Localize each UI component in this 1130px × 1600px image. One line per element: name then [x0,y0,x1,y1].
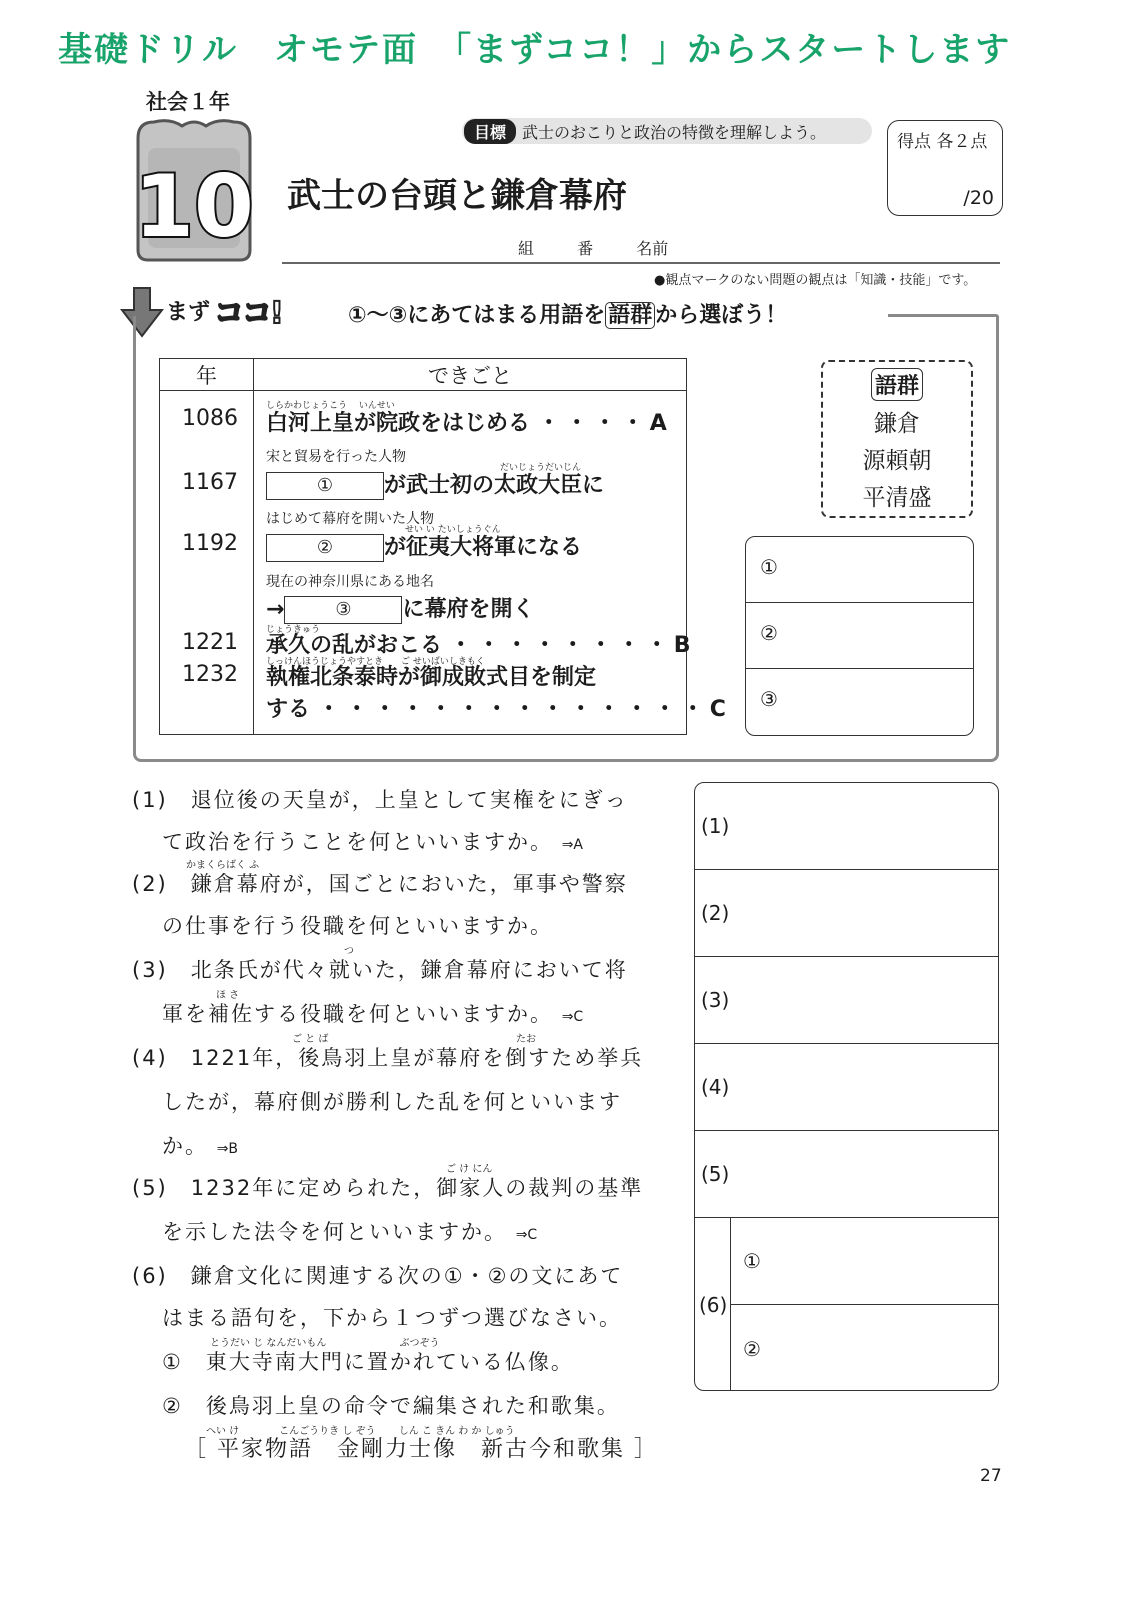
question-4: (4) 1221年，後鳥羽上皇が幕府を倒すため挙兵 [132,1046,644,1070]
event-hint: 宋と貿易を行った人物 [266,449,406,465]
ruby: だいじょうだいじん [500,463,582,473]
page-banner: 基礎ドリル オモテ面 「まずココ！」からスタートします [58,30,1012,70]
word-bank-item: 平清盛 [862,485,932,511]
word-bank [821,360,973,518]
score-max: /20 [963,187,994,209]
answer-3[interactable]: (3) [695,957,999,1044]
name-fields[interactable] [518,236,706,259]
ruby: つ [344,946,354,957]
question-1: (1) 退位後の天皇が，上皇として実権をにぎっ [132,788,628,812]
mazu-instruction: ①～③にあてはまる用語を 語群 から選ぼう！ [348,303,788,328]
event-row: ① が武士初の太政大臣に [266,468,604,500]
question-2-line2: の仕事を行う役職を何といいますか。 [162,914,553,938]
koko-logo: ココ! [214,296,282,331]
answer-4[interactable]: (4) [695,1044,999,1131]
ruby: しらかわじょうこう いんせい [266,401,395,411]
question-5-line2: を示した法令を何といいますか。 ⇒C [162,1220,538,1244]
name-field-label: 名前 [636,239,669,258]
blank-2[interactable]: ② [266,534,384,562]
word-bank-title: 語群 [871,368,923,401]
blank-1[interactable]: ① [266,472,384,500]
ruby: ほ さ [216,990,240,1001]
word-bank-item: 鎌倉 [874,411,920,437]
word-bank-ref: 語群 [605,302,655,329]
q6-item-2: ② 後鳥羽上皇の命令で編集された和歌集。 [162,1394,620,1418]
event-row: ② が征夷大将軍になる [266,530,582,562]
question-1-line2: て政治を行うことを何といいますか。 ⇒A [162,830,583,854]
year-1221: 1221 [182,630,238,655]
mazu-answer-2[interactable]: ② [746,603,973,669]
mazu-answer-3[interactable]: ③ [760,687,778,711]
event-hint: 現在の神奈川県にある地名 [266,574,434,590]
event-mark: B [673,633,691,658]
ruby: へい け こんごうりき し ぞう しん こ きん わ か しゅう [206,1426,515,1437]
question-5: (5) 1232年に定められた，御家人の裁判の基準 [132,1176,644,1200]
unit-number-badge [130,118,258,264]
ruby: せい い たいしょうぐん [405,525,501,535]
class-field-label: 組 [518,239,535,258]
question-6-line2: はまる語句を，下から１つずつ選びなさい。 [162,1306,622,1330]
answer-6-label: (6) [695,1218,731,1391]
question-4-line2: したが，幕府側が勝利した乱を何といいます [162,1090,622,1114]
question-4-line3: か。 ⇒B [162,1134,239,1158]
number-field-label: 番 [577,239,594,258]
question-3-line2: 軍を補佐する役職を何といいますか。 ⇒C [162,1002,584,1026]
objective-tag: 目標 [464,119,516,144]
mazu-koko-label: まず ココ! [166,288,282,332]
year-1232: 1232 [182,662,238,687]
page-number: 27 [980,1466,1002,1486]
header-rule [282,262,1000,264]
year-1192: 1192 [182,531,238,556]
ruby: とうだい じ なんだいもん ぶつぞう [210,1338,440,1349]
word-bank-item: 源頼朝 [862,448,932,474]
mazu-answer-1[interactable]: ① [746,537,973,603]
unit-number: 10 [134,157,254,257]
score-label: 得点 各２点 [897,132,988,152]
mazu-answer-box [745,536,974,736]
objective-bar [462,118,872,144]
q6-item-1: ① 東大寺南大門に置かれている仏像。 [162,1350,574,1374]
year-1086: 1086 [182,406,238,431]
event-row: 白河上皇が院政をはじめる ・・・・A [266,411,667,436]
year-header: 年 [160,359,254,391]
event-row: する ・・・・・・・・・・・・・・C [266,697,726,722]
ruby: ご け にん [446,1164,493,1175]
event-mark: A [649,411,667,436]
ruby: ご と ば [292,1034,329,1045]
event-mark: C [709,697,726,722]
event-row: → ③ に幕府を開く [266,597,535,622]
ruby: かまくらばく ふ [186,860,260,871]
year-1167: 1167 [182,470,238,495]
ruby: じょうきゅう [266,625,321,635]
event-row: 承久の乱がおこる ・・・・・・・・B [266,633,691,658]
blank-3[interactable]: ③ [284,596,402,624]
answer-1[interactable]: (1) [695,783,999,870]
question-2: (2) 鎌倉幕府が，国ごとにおいた，軍事や警察 [132,872,628,896]
answer-2[interactable]: (2) [695,870,999,957]
score-box[interactable] [887,120,1003,216]
viewpoint-note: ●観点マークのない問題の観点は「知識・技能」です。 [654,273,977,288]
q6-choices: ［ 平家物語 金剛力士像 新古今和歌集 ］ [184,1437,658,1462]
event-hint: はじめて幕府を開いた人物 [266,511,434,527]
answer-6-2[interactable]: ② [743,1336,761,1361]
event-header: できごと [254,359,687,391]
answer-6-1[interactable]: ① [731,1218,999,1305]
page-title: 武士の台頭と鎌倉幕府 [287,176,627,216]
question-3: (3) 北条氏が代々就いた，鎌倉幕府において将 [132,958,628,982]
ruby: しっけんほうじょうやすとき ご せいばいしきもく [266,657,485,667]
answer-5[interactable]: (5) [695,1131,999,1218]
grade-label: 社会１年 [146,90,230,114]
answer-grid [694,782,999,1391]
objective-text: 武士のおこりと政治の特徴を理解しよう。 [522,122,827,142]
ruby: たお [516,1034,536,1045]
event-row: 執権北条泰時が御成敗式目を制定 [266,665,597,690]
question-6: (6) 鎌倉文化に関連する次の①・②の文にあて [132,1264,624,1288]
